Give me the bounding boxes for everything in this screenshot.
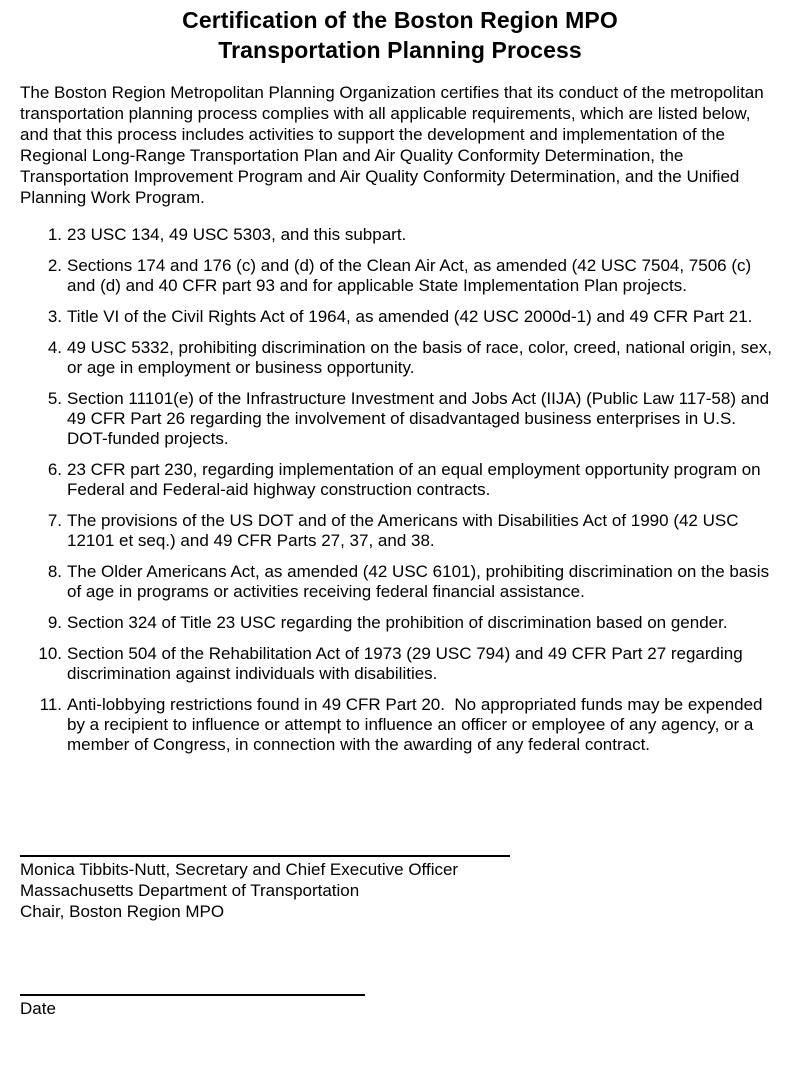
list-item bbox=[20, 307, 780, 327]
signatory-name-title: Monica Tibbits-Nutt, Secretary and Chief Executive Officer bbox=[20, 860, 459, 879]
item-number: 4. bbox=[47, 338, 62, 357]
intro-paragraph: The Boston Region Metropolitan Planning Organization certifies that its conduct of the metropolitan transportation planning process complies with all applicable requirements, which are listed below, and that this process includes activities to support the development and implementation of the Regional Long-Range Transportation Plan and Air Quality Conformity Determination, the Transportation Improvement Program and Air Quality Conformity Determination, and the Unified Planning Work Program. bbox=[20, 83, 764, 207]
date-label: Date bbox=[20, 999, 56, 1018]
item-text: Section 11101(e) of the Infrastructure Investment and Jobs Act (IIJA) (Public Law 117-58) and 49 CFR Part 26 regarding the involvement of disadvantaged business enterprises in U.S. DOT-funded projects. bbox=[67, 389, 770, 448]
item-text: Section 504 of the Rehabilitation Act of 1973 (29 USC 794) and 49 CFR Part 27 regarding discrimination against individuals with disabilities. bbox=[67, 644, 743, 683]
title-line-1: Certification of the Boston Region MPO bbox=[182, 7, 618, 33]
item-text: Anti-lobbying restrictions found in 49 CFR Part 20. No appropriated funds may be expended by a recipient to influence or attempt to influence an officer or employee of any agency, or a member of Congress, in connection with the awarding of any federal contract. bbox=[67, 695, 763, 754]
item-number: 2. bbox=[47, 256, 62, 275]
signatory-organization: Massachusetts Department of Transportation bbox=[20, 881, 360, 900]
list-item bbox=[20, 460, 780, 500]
list-item bbox=[20, 338, 780, 378]
list-item bbox=[20, 613, 780, 633]
list-item bbox=[20, 256, 780, 296]
list-item bbox=[20, 389, 780, 449]
list-item bbox=[20, 695, 780, 755]
item-number: 5. bbox=[47, 389, 62, 408]
item-text: Title VI of the Civil Rights Act of 1964, as amended (42 USC 2000d-1) and 49 CFR Part 21. bbox=[67, 307, 753, 326]
item-number: 1. bbox=[47, 225, 62, 244]
list-item bbox=[20, 511, 780, 551]
signatory-role: Chair, Boston Region MPO bbox=[20, 902, 225, 921]
item-text: The provisions of the US DOT and of the Americans with Disabilities Act of 1990 (42 USC 12101 et seq.) and 49 CFR Parts 27, 37, and 38. bbox=[67, 511, 739, 550]
item-text: 49 USC 5332, prohibiting discrimination on the basis of race, color, creed, national origin, sex, or age in employment or business opportunity. bbox=[67, 338, 772, 377]
date-line bbox=[20, 994, 365, 996]
item-number: 10. bbox=[38, 644, 62, 663]
item-number: 3. bbox=[47, 307, 62, 326]
title-line-2: Transportation Planning Process bbox=[218, 37, 582, 63]
item-text: 23 CFR part 230, regarding implementation of an equal employment opportunity program on Federal and Federal-aid highway construction contracts. bbox=[67, 460, 761, 499]
date-block bbox=[20, 994, 780, 1019]
signature-block bbox=[20, 855, 780, 922]
signature-line bbox=[20, 855, 510, 857]
item-number: 8. bbox=[47, 562, 62, 581]
item-text: The Older Americans Act, as amended (42 USC 6101), prohibiting discrimination on the basis of age in programs or activities receiving federal financial assistance. bbox=[67, 562, 770, 601]
certification-list bbox=[20, 225, 780, 755]
item-number: 9. bbox=[47, 613, 62, 632]
list-item bbox=[20, 562, 780, 602]
item-text: 23 USC 134, 49 USC 5303, and this subpart. bbox=[67, 225, 407, 244]
item-number: 7. bbox=[47, 511, 62, 530]
list-item bbox=[20, 644, 780, 684]
item-number: 11. bbox=[39, 695, 62, 714]
item-text: Sections 174 and 176 (c) and (d) of the Clean Air Act, as amended (42 USC 7504, 7506 (c) and (d) and 40 CFR part 93 and for applicable State Implementation Plan projects. bbox=[67, 256, 752, 295]
item-text: Section 324 of Title 23 USC regarding the prohibition of discrimination based on gender. bbox=[67, 613, 728, 632]
list-item bbox=[20, 225, 780, 245]
document-title bbox=[20, 5, 780, 65]
item-number: 6. bbox=[47, 460, 62, 479]
